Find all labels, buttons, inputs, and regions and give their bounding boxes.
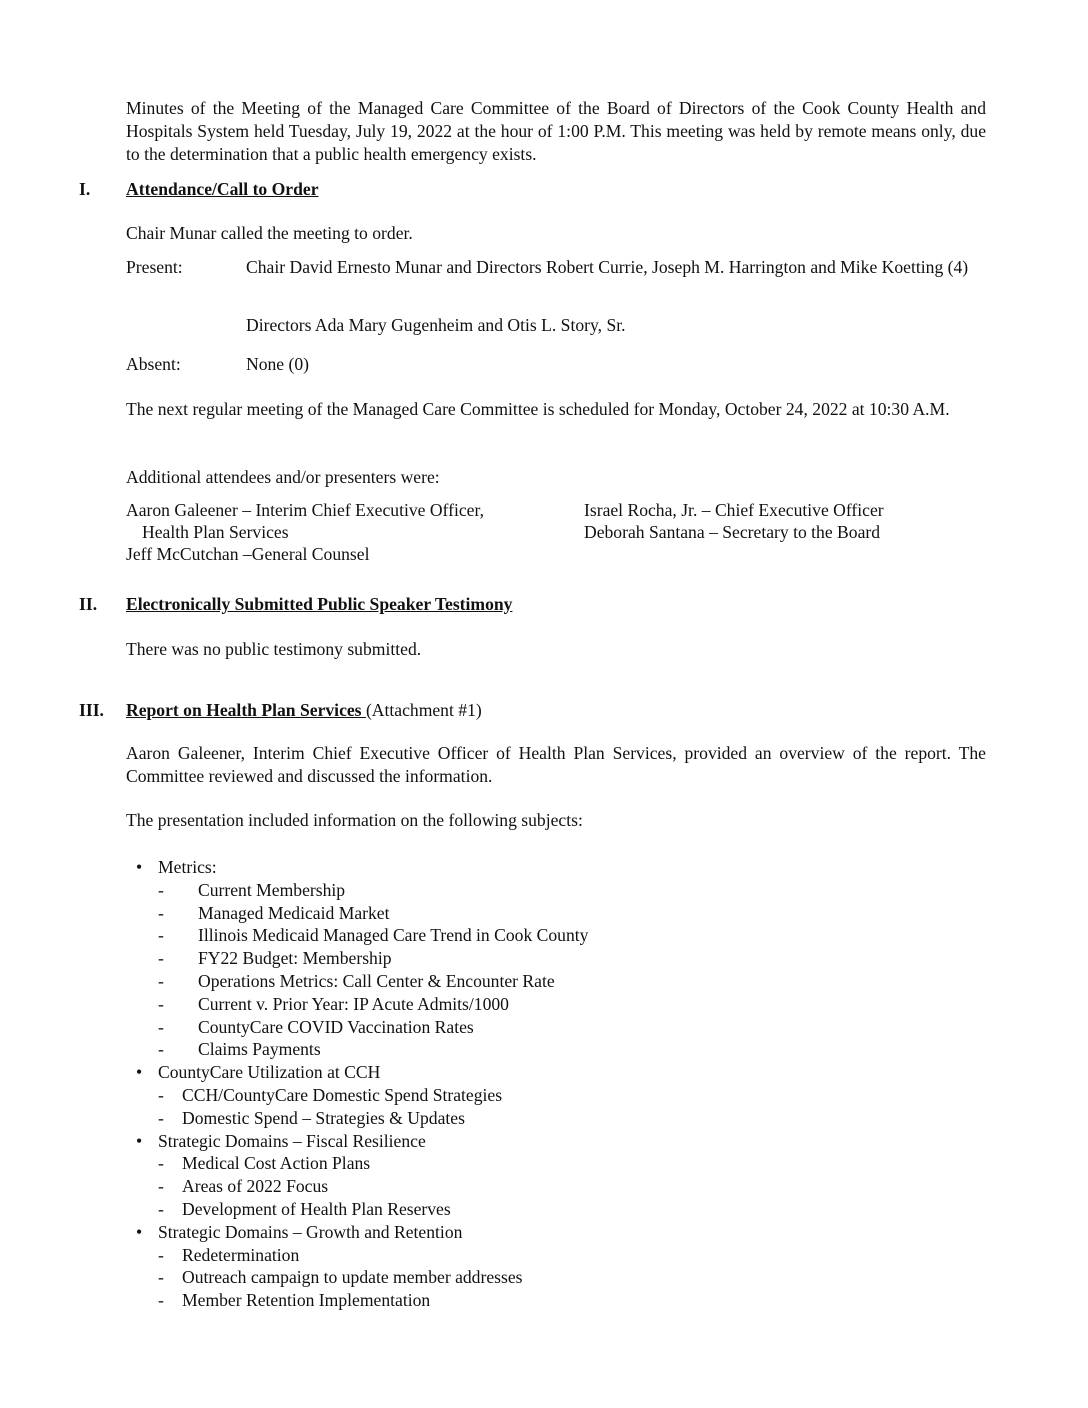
dash-icon: -: [158, 1267, 164, 1288]
section-1-title: Attendance/Call to Order: [126, 179, 319, 199]
subject-item: CountyCare COVID Vaccination Rates: [198, 1016, 474, 1037]
subject-item: Illinois Medicaid Managed Care Trend in Cook County: [198, 925, 589, 946]
dash-icon: -: [158, 1290, 164, 1311]
dash-icon: -: [158, 879, 164, 900]
section-3-body: Aaron Galeener, Interim Chief Executive Officer of Health Plan Services, provided an overview of the report. The Committee reviewed and discussed the information.: [126, 743, 986, 786]
dash-icon: -: [158, 948, 164, 969]
subject-item: Managed Medicaid Market: [198, 902, 390, 923]
section-2-title: Electronically Submitted Public Speaker Testimony: [126, 594, 513, 614]
dash-icon: -: [158, 1085, 164, 1105]
attendee-galeener: Aaron Galeener – Interim Chief Executive Officer,: [126, 500, 485, 520]
attendee-rocha: Israel Rocha, Jr. – Chief Executive Officer: [584, 500, 884, 520]
present-other-directors: Directors Ada Mary Gugenheim and Otis L. Story, Sr.: [246, 315, 626, 335]
dash-icon: -: [158, 1199, 164, 1219]
attendee-santana: Deborah Santana – Secretary to the Board: [584, 522, 881, 542]
subject-heading: Strategic Domains – Growth and Retention: [158, 1221, 463, 1242]
subject-item: Current v. Prior Year: IP Acute Admits/1000: [198, 993, 509, 1014]
dash-icon: -: [158, 1039, 164, 1060]
subject-item: Member Retention Implementation: [182, 1290, 431, 1311]
subject-heading: Strategic Domains – Fiscal Resilience: [158, 1130, 426, 1151]
intro-paragraph: Minutes of the Meeting of the Managed Care Committee of the Board of Directors of the Cook County Health and Hospitals System held Tuesday, July 19, 2022 at the hour of 1:00 P.M. This meeting was held by remote means only, due to the determination that a public health emergency exists.: [126, 98, 986, 164]
subject-item: Medical Cost Action Plans: [182, 1153, 371, 1174]
attendee-galeener-cont: Health Plan Services: [142, 522, 289, 542]
subject-item: Redetermination: [182, 1244, 300, 1265]
dash-icon: -: [158, 1244, 164, 1265]
dash-icon: -: [158, 1153, 164, 1174]
subject-heading: CountyCare Utilization at CCH: [158, 1062, 381, 1083]
bullet-icon: •: [136, 1221, 143, 1242]
subject-item: FY22 Budget: Membership: [198, 948, 392, 969]
dash-icon: -: [158, 1176, 164, 1197]
bullet-icon: •: [136, 1062, 143, 1083]
section-3-title: Report on Health Plan Services: [126, 700, 366, 720]
next-meeting: The next regular meeting of the Managed Care Committee is scheduled for Monday, October 24, 2022 at 10:30 A.M.: [126, 399, 950, 419]
attendee-mccutchan: Jeff McCutchan –General Counsel: [126, 544, 370, 564]
call-to-order: Chair Munar called the meeting to order.: [126, 223, 413, 243]
subject-item: Current Membership: [198, 879, 346, 900]
dash-icon: -: [158, 902, 164, 923]
attendees-intro: Additional attendees and/or presenters were:: [126, 467, 440, 487]
section-3-list-intro: The presentation included information on the following subjects:: [126, 810, 583, 830]
absent-label: Absent:: [126, 354, 181, 374]
subject-item: Development of Health Plan Reserves: [182, 1199, 451, 1219]
section-3-number: III.: [79, 700, 104, 720]
subject-item: CCH/CountyCare Domestic Spend Strategies: [182, 1085, 503, 1105]
section-2-body: There was no public testimony submitted.: [126, 639, 422, 659]
dash-icon: -: [158, 925, 164, 946]
section-3-attachment: (Attachment #1): [365, 700, 482, 720]
subject-item: Domestic Spend – Strategies & Updates: [182, 1107, 465, 1128]
absent-value: None (0): [246, 354, 310, 374]
section-2-number: II.: [79, 594, 98, 614]
dash-icon: -: [158, 993, 164, 1014]
bullet-icon: •: [136, 857, 143, 877]
subject-item: Outreach campaign to update member addresses: [182, 1267, 523, 1288]
dash-icon: -: [158, 971, 164, 991]
dash-icon: -: [158, 1016, 164, 1037]
section-1-number: I.: [79, 179, 91, 199]
bullet-icon: •: [136, 1130, 143, 1151]
dash-icon: -: [158, 1107, 164, 1128]
subject-item: Claims Payments: [198, 1039, 321, 1060]
subject-heading: Metrics:: [158, 857, 217, 877]
subject-item: Areas of 2022 Focus: [182, 1176, 329, 1197]
subject-item: Operations Metrics: Call Center & Encounter Rate: [198, 971, 555, 991]
present-members: Chair David Ernesto Munar and Directors Robert Currie, Joseph M. Harrington and Mike Koetting (4): [246, 257, 969, 277]
section-3-heading: [126, 699, 482, 722]
present-label: Present:: [126, 257, 183, 277]
